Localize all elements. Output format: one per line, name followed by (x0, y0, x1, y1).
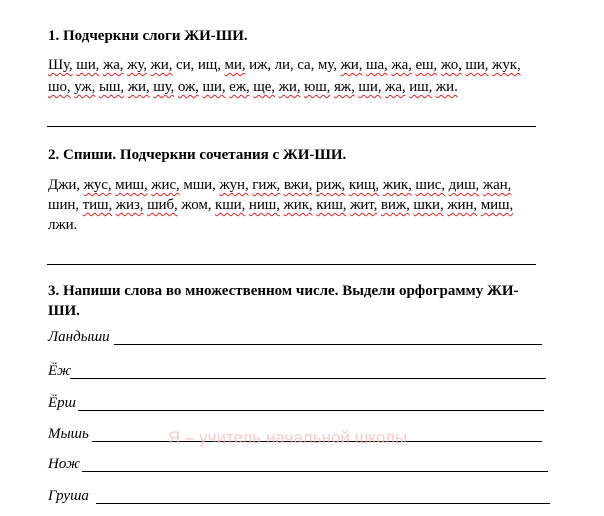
syllable: жус, (83, 177, 112, 193)
syllable: еш, (415, 57, 438, 73)
word-mysh: Мышь (48, 426, 89, 442)
syllable: ож, (177, 79, 199, 95)
task-2-line-1 (48, 176, 511, 195)
task-3-title-line-1: 3. Напиши слова во множественном числе. Выдели орфограмму ЖИ- (48, 283, 519, 299)
syllable: му, (317, 57, 337, 73)
word-row-nozh (48, 455, 548, 475)
syllable: жи, (127, 79, 150, 95)
word-nozh: Нож (48, 456, 80, 472)
syllable: жин, (447, 197, 478, 213)
syllable: шки, (413, 197, 444, 213)
syllable: шо, (48, 79, 71, 95)
syllable: риж, (315, 177, 346, 193)
syllable: ши, (465, 57, 489, 73)
word-yorsh: Ёрш (48, 395, 76, 411)
write-line-yozh[interactable] (70, 378, 546, 379)
syllable: жик, (283, 197, 313, 213)
syllable: жи, (340, 57, 363, 73)
syllable: лжи. (48, 217, 78, 233)
task-2-title: 2. Спиши. Подчеркни сочетания с ЖИ-ШИ. (48, 147, 347, 163)
syllable: жун, (219, 177, 249, 193)
syllable: юш, (304, 79, 331, 95)
syllable: ми, (224, 57, 246, 73)
syllable: шу, (153, 79, 175, 95)
syllable: ще, (253, 79, 275, 95)
write-line-mysh[interactable] (92, 441, 542, 442)
word-yozh: Ёж (48, 363, 72, 379)
word-row-yorsh (48, 394, 544, 414)
syllable: шин, (48, 197, 79, 213)
syllable: жан, (482, 177, 512, 193)
syllable: жи, (278, 79, 301, 95)
syllable: ша, (366, 57, 388, 73)
task-1-title: 1. Подчеркни слоги ЖИ-ШИ. (48, 28, 248, 44)
task-3-title-line-2: ШИ. (48, 303, 80, 319)
syllable: си, (176, 57, 195, 73)
syllable: шис, (415, 177, 445, 193)
task-1-line-1 (48, 56, 521, 75)
syllable: Шу, (48, 57, 73, 73)
task-2-line-3 (48, 216, 77, 235)
syllable: кши, (215, 197, 246, 213)
word-row-yozh (48, 362, 546, 382)
syllable: жа, (385, 79, 406, 95)
syllable: жа, (102, 57, 124, 73)
syllable: ши, (202, 79, 226, 95)
write-line-nozh[interactable] (82, 471, 548, 472)
word-row-landyshi (48, 328, 542, 348)
syllable: ыш, (98, 79, 125, 95)
syllable: жиз, (115, 197, 144, 213)
syllable: ниш, (248, 197, 280, 213)
syllable: жом, (181, 197, 212, 213)
syllable: са, (297, 57, 315, 73)
word-landyshi: Ландыши (48, 329, 110, 345)
syllable: вжи, (283, 177, 313, 193)
syllable: иж, (249, 57, 272, 73)
write-line-yorsh[interactable] (78, 410, 544, 411)
syllable: жук, (492, 57, 521, 73)
syllable: жа, (391, 57, 412, 73)
syllable: жит, (350, 197, 378, 213)
write-line-grusha[interactable] (96, 503, 550, 504)
syllable: иш, (409, 79, 433, 95)
syllable: жу, (127, 57, 147, 73)
syllable: ши, (76, 57, 100, 73)
word-row-grusha (48, 487, 550, 507)
syllable: жик, (382, 177, 412, 193)
syllable: мши, (183, 177, 216, 193)
syllable: жис, (151, 177, 180, 193)
syllable: уж, (74, 79, 96, 95)
syllable: ши, (358, 79, 382, 95)
syllable: жо, (440, 57, 462, 73)
syllable: миш, (480, 197, 514, 213)
write-line-landyshi[interactable] (114, 344, 542, 345)
task-1-line-2 (48, 78, 458, 97)
watermark: Я – учитель начальной школы (168, 428, 408, 447)
syllable: жи. (435, 79, 458, 95)
syllable: еж, (229, 79, 250, 95)
syllable: миш, (115, 177, 148, 193)
syllable: виж, (380, 197, 410, 213)
syllable: шиб, (147, 197, 178, 213)
syllable: кищ, (348, 177, 380, 193)
word-grusha: Груша (48, 488, 89, 504)
task-2-line-2 (48, 196, 513, 215)
syllable: гиж, (252, 177, 281, 193)
syllable: яж, (334, 79, 355, 95)
syllable: киш, (316, 197, 347, 213)
syllable: диш, (448, 177, 480, 193)
task-1-answer-line (47, 126, 536, 127)
syllable: ли, (274, 57, 294, 73)
syllable: ищ, (197, 57, 221, 73)
word-row-mysh (48, 425, 542, 445)
syllable: тиш, (82, 197, 113, 213)
syllable: Джи, (48, 177, 80, 193)
syllable: жи, (150, 57, 173, 73)
task-2-answer-line (47, 264, 536, 265)
